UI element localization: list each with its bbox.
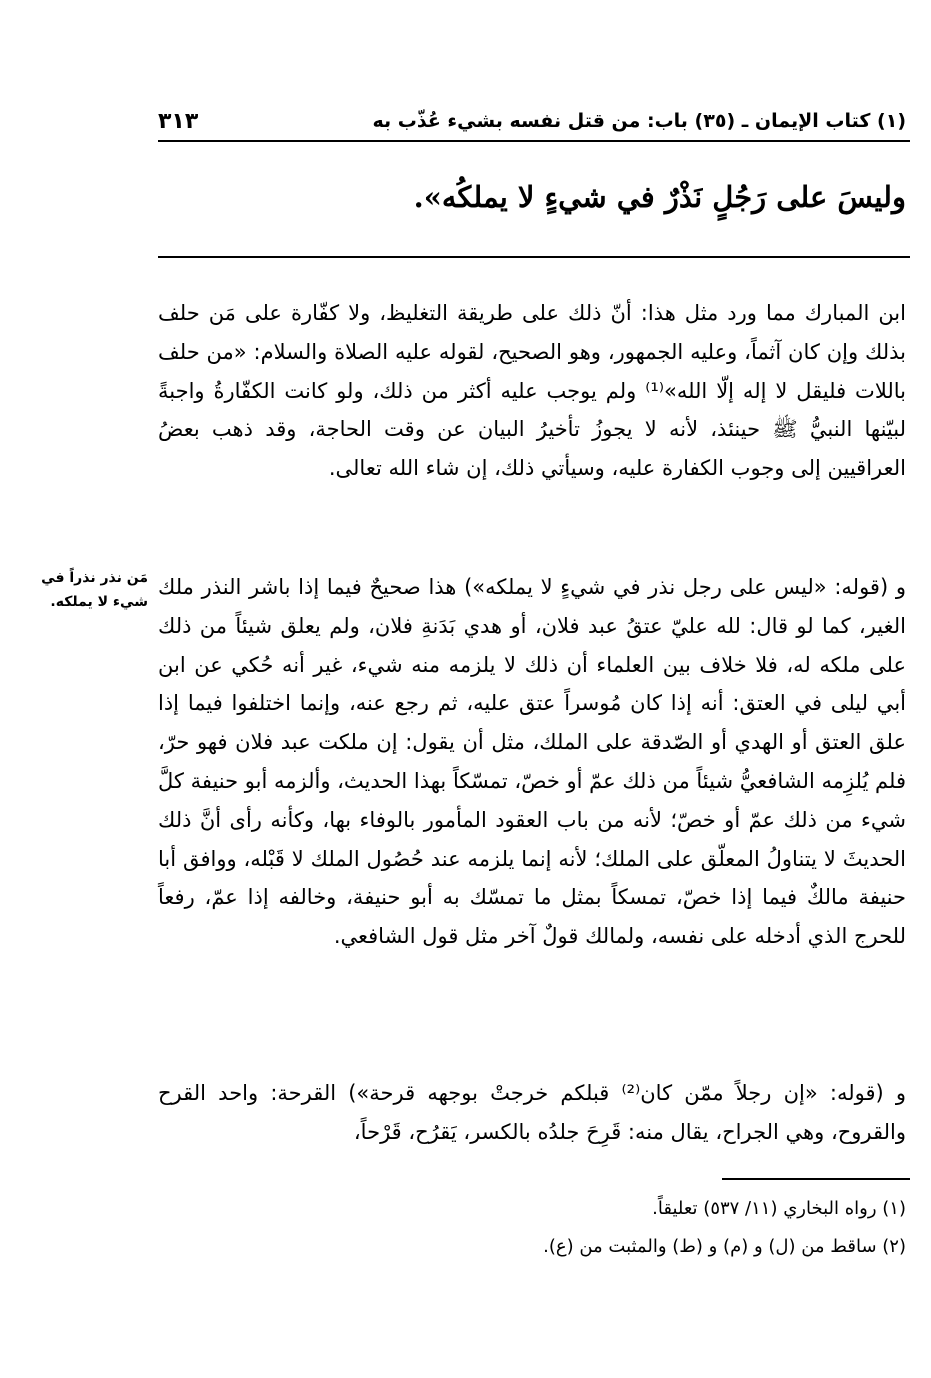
section-rule (158, 256, 910, 258)
header-rule (158, 140, 910, 142)
hadith-text: وليسَ على رَجُلٍ نَذْرٌ في شيءٍ لا يملكُه». (413, 180, 906, 214)
margin-note: مَن نذر نذراً في شيء لا يملكه. (41, 570, 148, 610)
commentary-paragraph-1: ابن المبارك مما ورد مثل هذا: أنّ ذلك على طريقة التغليظ، ولا كفّارة على مَن حلف بذلك وإن كان آثماً، وعليه الجمهور، وهو الصحيح، لقوله عليه الصلاة والسلام: «من حلف باللات فليقل لا إله إلّا الله»⁽¹⁾ ولم يوجب عليه أكثر من ذلك، ولو كانت الكفّارةُ واجبةً لبيّنها النبيُّ ﷺ حينئذ، لأنه لا يجوزُ تأخيرُ البيان عن وقت الحاجة، وقد ذهب بعضُ العراقيين إلى وجوب الكفارة عليه، وسيأتي ذلك، إن شاء الله تعالى. (158, 301, 906, 481)
footnote-rule (722, 1178, 910, 1180)
commentary-paragraph-3: و (قوله: «إن رجلاً ممّن كان⁽²⁾ قبلكم خرجتْ بوجهه قرحة») القرحة: واحد القرح والقروح، وهي الجراح، يقال منه: قَرِحَ جلدُه بالكسر، يَقرُح، قَرْحاً، (158, 1081, 906, 1144)
running-header (158, 104, 906, 138)
commentary-paragraph-2: و (قوله: «ليس على رجل نذر في شيءٍ لا يملكه») هذا صحيحٌ فيما إذا باشر النذر ملك الغير، كما لو قال: لله عليّ عتقُ عبد فلان، أو هدي بَدَنةِ فلان، ولم يعلق شيئاً من ذلك على ملكه له، فلا خلاف بين العلماء أن ذلك لا يلزمه منه شيء، غير أنه حُكي عن ابن أبي ليلى في العتق: أنه إذا كان مُوسراً عتق عليه، ثم رجع عنه، وإنما اختلفوا فيما إذا علق العتق أو الهدي أو الصّدقة على الملك، مثل أن يقول: إن ملكت عبد فلان فهو حرّ، فلم يُلزِمه الشافعيُّ شيئاً من ذلك عمّ أو خصّ، تمسّكاً بهذا الحديث، وألزمه أبو حنيفة كلَّ شيء من ذلك عمّ أو خصّ؛ لأنه من باب العقود المأمور بالوفاء بها، وكأنه رأى أنَّ ذلك الحديثَ لا يتناولُ المعلّق على الملك؛ لأنه إنما يلزمه عند حُصُول الملك لا قَبْله، ووافق أبا حنيفة مالكٌ فيما إذا خصّ، تمسكاً بمثل ما تمسّك به أبو حنيفة، وخالفه إذا عمّ، رفعاً للحرج الذي أدخله على نفسه، ولمالك قولٌ آخر مثل قول الشافعي. (158, 575, 906, 949)
footnote-1: (١) رواه البخاري (١١/ ٥٣٧) تعليقاً. (652, 1198, 906, 1219)
chapter-title: (١) كتاب الإيمان ـ (٣٥) باب: من قتل نفسه بشيء عُذّب به (372, 110, 906, 132)
footnote-2: (٢) ساقط من (ل) و (م) و (ط) والمثبت من (ع). (543, 1236, 906, 1257)
page-number: ٣١٣ (158, 108, 199, 134)
